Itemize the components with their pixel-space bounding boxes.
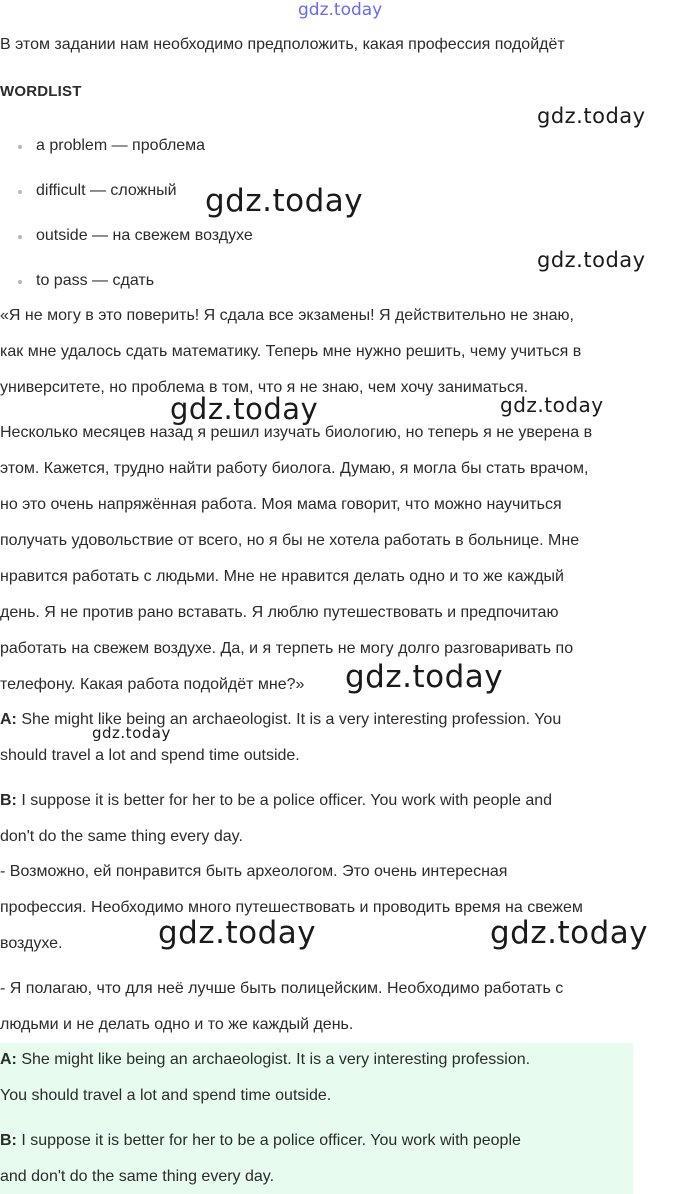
highlight-answer-a-text: She might like being an archaeologist. It is a very interesting profession. [16,1051,531,1068]
translation-line: день. Я не против рано вставать. Я люблю путешествовать и предпочитаю [0,604,559,621]
bullet-dot [18,280,22,284]
watermark: gdz.today [158,915,317,951]
translation-line: как мне удалось сдать математику. Теперь мне нужно решить, чему учиться в [0,343,582,360]
answer-a-text: She might like being an archaeologist. It is a very interesting profession. You [16,711,562,728]
bullet-dot [18,190,22,194]
watermark: gdz.today [170,392,319,426]
highlight-answer-b-text: I suppose it is better for her to be a police officer. You work with people [16,1132,521,1149]
wordlist-item: difficult — сложный [36,182,177,199]
highlight-answer-a-line [0,1050,530,1070]
answer-a-line [0,710,561,730]
translation-line: нравится работать с людьми. Мне не нравится делать одно и то же каждый [0,568,564,585]
wordlist-heading: WORDLIST [0,83,82,100]
answer-a-line: should travel a lot and spend time outside. [0,747,300,764]
highlight-answer-b-label: B: [0,1132,17,1149]
ru-answer-b-line: - Я полагаю, что для неё лучше быть полицейским. Необходимо работать с [0,980,564,997]
translation-line: университете, но проблема в том, что я не знаю, чем хочу заниматься. [0,379,529,396]
translation-line: но это очень напряжённая работа. Моя мама говорит, что можно научиться [0,496,562,513]
answer-b-line [0,791,552,811]
watermark: gdz.today [500,393,604,417]
highlight-answer-a-label: A: [0,1051,17,1068]
bullet-dot [18,145,22,149]
watermark: gdz.today [298,0,383,20]
intro-text: В этом задании нам необходимо предположить, какая профессия подойдёт [0,36,565,53]
wordlist-item: a problem — проблема [36,137,206,154]
highlight-answer-a-line: You should travel a lot and spend time outside. [0,1087,332,1104]
highlight-answer-b-line: and don't do the same thing every day. [0,1168,275,1185]
ru-answer-b-line: людьми и не делать одно и то же каждый день. [0,1016,354,1033]
watermark: gdz.today [92,724,171,742]
answer-b-label: B: [0,792,17,809]
watermark: gdz.today [205,183,364,219]
highlight-answer-b-line [0,1131,521,1151]
translation-line: Несколько месяцев назад я решил изучать биологию, но теперь я не уверена в [0,424,593,441]
translation-line: работать на свежем воздухе. Да, и я терпеть не могу долго разговаривать по [0,640,574,657]
translation-line: получать удовольствие от всего, но я бы не хотела работать в больнице. Мне [0,532,580,549]
translation-line: «Я не могу в это поверить! Я сдала все экзамены! Я действительно не знаю, [0,307,574,324]
wordlist-item: outside — на свежем воздухе [36,227,253,244]
translation-line: этом. Кажется, трудно найти работу биолога. Думаю, я могла бы стать врачом, [0,460,589,477]
watermark: gdz.today [537,104,646,128]
ru-answer-a-line: профессия. Необходимо много путешествовать и проводить время на свежем [0,899,583,916]
watermark: gdz.today [490,915,649,951]
answer-a-label: A: [0,711,17,728]
bullet-dot [18,235,22,239]
ru-answer-a-line: - Возможно, ей понравится быть археологом. Это очень интересная [0,863,508,880]
answer-b-text: I suppose it is better for her to be a police officer. You work with people and [16,792,553,809]
ru-answer-a-line: воздухе. [0,935,63,952]
answer-b-line: don't do the same thing every day. [0,828,243,845]
wordlist-item: to pass — сдать [36,272,155,289]
translation-line: телефону. Какая работа подойдёт мне?» [0,676,305,693]
watermark: gdz.today [345,659,504,695]
watermark: gdz.today [537,248,646,272]
